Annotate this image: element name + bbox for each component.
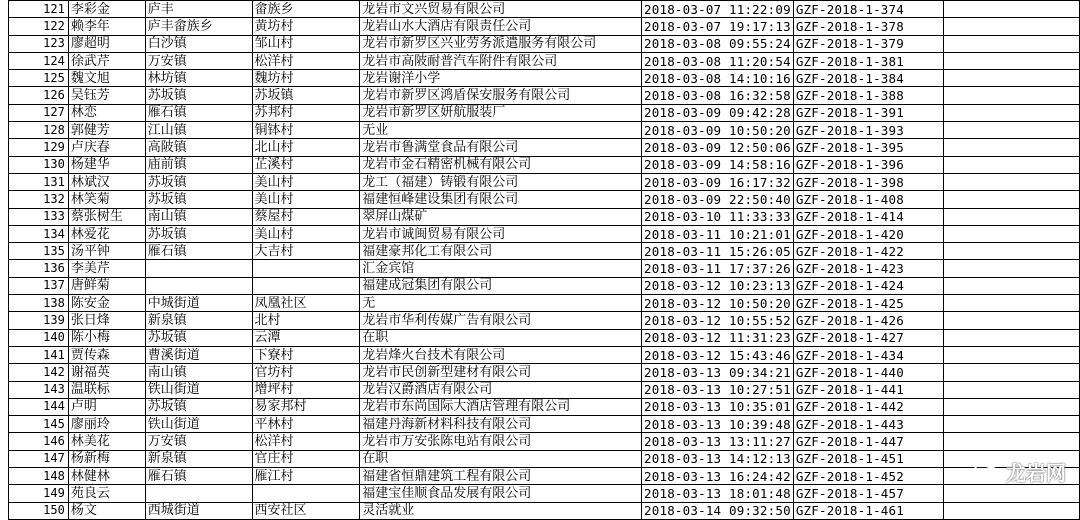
town-cell: 万安镇 [145,433,252,450]
code-cell: GZF-2018-1-451 [793,450,943,467]
table-row [9,139,1080,156]
row-number-cell: 143 [9,381,69,398]
timestamp-cell: 2018-03-09 22:50:40 [642,191,794,208]
employer-cell: 在职 [360,450,642,467]
employer-cell: 龙岩市高陂耐普汽车附件有限公司 [360,52,642,69]
table-row [9,156,1080,173]
name-cell: 温联标 [68,381,145,398]
employer-cell: 龙岩市金石精密机械有限公司 [360,156,642,173]
employer-cell: 翠屏山煤矿 [360,208,642,225]
table-row [9,450,1080,467]
village-cell: 蔡屋村 [252,208,360,225]
code-cell: GZF-2018-1-381 [793,52,943,69]
empty-cell [943,208,1079,225]
name-cell: 吴钰芳 [68,87,145,104]
name-cell: 林健林 [68,468,145,485]
empty-cell [943,104,1079,121]
village-cell: 官坊村 [252,364,360,381]
empty-cell [943,173,1079,190]
row-number-cell: 148 [9,468,69,485]
town-cell: 苏坂镇 [145,191,252,208]
town-cell: 南山镇 [145,364,252,381]
table-row [9,173,1080,190]
village-cell: 松洋村 [252,433,360,450]
employer-cell: 福建豪邦化工有限公司 [360,243,642,260]
village-cell: 凤凰社区 [252,295,360,312]
town-cell: 庐丰 [145,1,252,18]
village-cell: 大吉村 [252,243,360,260]
table-row [9,433,1080,450]
code-cell: GZF-2018-1-443 [793,416,943,433]
name-cell: 陈小梅 [68,329,145,346]
table-row [9,277,1080,294]
timestamp-cell: 2018-03-08 14:10:16 [642,70,794,87]
town-cell: 西城街道 [145,502,252,519]
name-cell: 赖李年 [68,18,145,35]
row-number-cell: 150 [9,502,69,519]
code-cell: GZF-2018-1-424 [793,277,943,294]
town-cell: 苏坂镇 [145,173,252,190]
timestamp-cell: 2018-03-12 15:43:46 [642,346,794,363]
timestamp-cell: 2018-03-09 10:50:20 [642,122,794,139]
empty-cell [943,156,1079,173]
timestamp-cell: 2018-03-11 15:26:05 [642,243,794,260]
row-number-cell: 140 [9,329,69,346]
town-cell: 万安镇 [145,52,252,69]
village-cell: 美山村 [252,191,360,208]
town-cell [145,485,252,502]
empty-cell [943,243,1079,260]
code-cell: GZF-2018-1-427 [793,329,943,346]
village-cell [252,260,360,277]
employer-cell: 龙岩山水大酒店有限责任公司 [360,18,642,35]
timestamp-cell: 2018-03-07 11:22:09 [642,1,794,18]
employer-cell: 龙岩市新罗区兴业劳务派遣服务有限公司 [360,35,642,52]
empty-cell [943,35,1079,52]
code-cell: GZF-2018-1-422 [793,243,943,260]
town-cell: 南山镇 [145,208,252,225]
code-cell: GZF-2018-1-384 [793,70,943,87]
name-cell: 卢明 [68,398,145,415]
timestamp-cell: 2018-03-08 09:55:24 [642,35,794,52]
town-cell: 雁石镇 [145,468,252,485]
town-cell: 苏坂镇 [145,225,252,242]
table-row [9,87,1080,104]
employer-cell: 福建成冠集团有限公司 [360,277,642,294]
employer-cell: 龙岩市万安张陈电站有限公司 [360,433,642,450]
timestamp-cell: 2018-03-14 09:32:50 [642,502,794,519]
empty-cell [943,364,1079,381]
empty-cell [943,52,1079,69]
employer-cell: 福建恒峰建设集团有限公司 [360,191,642,208]
village-cell: 美山村 [252,173,360,190]
employer-cell: 无业 [360,122,642,139]
empty-cell [943,485,1079,502]
code-cell: GZF-2018-1-426 [793,312,943,329]
town-cell: 庐丰畲族乡 [145,18,252,35]
name-cell: 廖超明 [68,35,145,52]
timestamp-cell: 2018-03-13 10:39:48 [642,416,794,433]
empty-cell [943,381,1079,398]
code-cell: GZF-2018-1-374 [793,1,943,18]
timestamp-cell: 2018-03-13 10:35:01 [642,398,794,415]
row-number-cell: 125 [9,70,69,87]
row-number-cell: 129 [9,139,69,156]
row-number-cell: 126 [9,87,69,104]
row-number-cell: 133 [9,208,69,225]
employer-cell: 龙岩市新罗区妍航服装厂 [360,104,642,121]
village-cell: 畲族乡 [252,1,360,18]
town-cell: 高陂镇 [145,139,252,156]
employer-cell: 灵活就业 [360,502,642,519]
empty-cell [943,346,1079,363]
village-cell: 北村 [252,312,360,329]
name-cell: 魏文旭 [68,70,145,87]
employer-cell: 龙岩市文兴贸易有限公司 [360,1,642,18]
village-cell: 黄坊村 [252,18,360,35]
name-cell: 贾传森 [68,346,145,363]
employer-cell: 龙工（福建）铸锻有限公司 [360,173,642,190]
row-number-cell: 139 [9,312,69,329]
employer-cell: 福建宝佳顺食品发展有限公司 [360,485,642,502]
row-number-cell: 146 [9,433,69,450]
table-row [9,35,1080,52]
row-number-cell: 136 [9,260,69,277]
table-row [9,468,1080,485]
town-cell: 苏坂镇 [145,329,252,346]
town-cell: 新泉镇 [145,312,252,329]
name-cell: 卢庆春 [68,139,145,156]
row-number-cell: 123 [9,35,69,52]
employer-cell: 福建丹海新材料科技有限公司 [360,416,642,433]
town-cell: 苏坂镇 [145,87,252,104]
name-cell: 李彩金 [68,1,145,18]
employer-cell: 汇金宾馆 [360,260,642,277]
row-number-cell: 132 [9,191,69,208]
town-cell: 苏坂镇 [145,398,252,415]
watermark [974,457,1066,486]
row-number-cell: 130 [9,156,69,173]
table-row [9,208,1080,225]
timestamp-cell: 2018-03-12 10:50:20 [642,295,794,312]
village-cell: 邹山村 [252,35,360,52]
watermark-text: 龙岩网 [1006,461,1066,485]
row-number-cell: 145 [9,416,69,433]
village-cell: 西安社区 [252,502,360,519]
row-number-cell: 149 [9,485,69,502]
employer-cell: 无 [360,295,642,312]
town-cell: 中城街道 [145,295,252,312]
empty-cell [943,1,1079,18]
timestamp-cell: 2018-03-13 18:01:48 [642,485,794,502]
code-cell: GZF-2018-1-442 [793,398,943,415]
code-cell: GZF-2018-1-379 [793,35,943,52]
table-row [9,52,1080,69]
empty-cell [943,70,1079,87]
code-cell: GZF-2018-1-452 [793,468,943,485]
town-cell: 雁石镇 [145,243,252,260]
table-row [9,70,1080,87]
name-cell: 唐鲜菊 [68,277,145,294]
row-number-cell: 137 [9,277,69,294]
code-cell: GZF-2018-1-395 [793,139,943,156]
village-cell: 北山村 [252,139,360,156]
empty-cell [943,502,1079,519]
employer-cell: 龙岩市诚闽贸易有限公司 [360,225,642,242]
row-number-cell: 127 [9,104,69,121]
empty-cell [943,398,1079,415]
table-row [9,502,1080,519]
timestamp-cell: 2018-03-12 11:31:23 [642,329,794,346]
town-cell: 江山镇 [145,122,252,139]
employer-cell: 龙岩市鲁满堂食品有限公司 [360,139,642,156]
village-cell: 松洋村 [252,52,360,69]
name-cell: 杨建华 [68,156,145,173]
row-number-cell: 131 [9,173,69,190]
code-cell: GZF-2018-1-425 [793,295,943,312]
table-row [9,346,1080,363]
code-cell: GZF-2018-1-396 [793,156,943,173]
table-row [9,191,1080,208]
code-cell: GZF-2018-1-391 [793,104,943,121]
village-cell: 云潭 [252,329,360,346]
code-cell: GZF-2018-1-441 [793,381,943,398]
table-row [9,295,1080,312]
table-row [9,312,1080,329]
empty-cell [943,225,1079,242]
table-row [9,398,1080,415]
village-cell: 雁江村 [252,468,360,485]
village-cell: 平林村 [252,416,360,433]
village-cell: 官庄村 [252,450,360,467]
code-cell: GZF-2018-1-447 [793,433,943,450]
employer-cell: 龙岩市华利传媒广告有限公司 [360,312,642,329]
name-cell: 林笑菊 [68,191,145,208]
town-cell: 林坊镇 [145,70,252,87]
table-row [9,485,1080,502]
table-row [9,122,1080,139]
village-cell: 苏坂镇 [252,87,360,104]
table-row [9,381,1080,398]
empty-cell [943,329,1079,346]
employer-cell: 龙岩烽火台技术有限公司 [360,346,642,363]
empty-cell [943,139,1079,156]
town-cell: 曹溪街道 [145,346,252,363]
village-cell [252,485,360,502]
code-cell: GZF-2018-1-423 [793,260,943,277]
table-row [9,416,1080,433]
village-cell [252,277,360,294]
town-cell: 铁山街道 [145,381,252,398]
name-cell: 张日烽 [68,312,145,329]
town-cell [145,277,252,294]
name-cell: 陈安金 [68,295,145,312]
row-number-cell: 138 [9,295,69,312]
row-number-cell: 134 [9,225,69,242]
table-row [9,364,1080,381]
name-cell: 廖丽玲 [68,416,145,433]
row-number-cell: 144 [9,398,69,415]
table-row [9,104,1080,121]
code-cell: GZF-2018-1-420 [793,225,943,242]
name-cell: 苑良云 [68,485,145,502]
town-cell: 铁山街道 [145,416,252,433]
village-cell: 芷溪村 [252,156,360,173]
name-cell: 林恋 [68,104,145,121]
town-cell [145,260,252,277]
timestamp-cell: 2018-03-12 10:55:52 [642,312,794,329]
timestamp-cell: 2018-03-12 10:23:13 [642,277,794,294]
timestamp-cell: 2018-03-13 09:34:21 [642,364,794,381]
empty-cell [943,416,1079,433]
timestamp-cell: 2018-03-09 14:58:16 [642,156,794,173]
name-cell: 杨新梅 [68,450,145,467]
code-cell: GZF-2018-1-378 [793,18,943,35]
table-row [9,260,1080,277]
row-number-cell: 141 [9,346,69,363]
employer-cell: 龙岩市新罗区鸿盾保安服务有限公司 [360,87,642,104]
employer-cell: 龙岩汉爵酒店有限公司 [360,381,642,398]
empty-cell [943,18,1079,35]
village-cell: 易家邦村 [252,398,360,415]
employer-cell: 龙岩谢洋小学 [360,70,642,87]
timestamp-cell: 2018-03-11 17:37:26 [642,260,794,277]
empty-cell [943,87,1079,104]
code-cell: GZF-2018-1-393 [793,122,943,139]
row-number-cell: 128 [9,122,69,139]
town-cell: 雁石镇 [145,104,252,121]
table-row [9,329,1080,346]
timestamp-cell: 2018-03-09 09:42:28 [642,104,794,121]
village-cell: 下寮村 [252,346,360,363]
town-cell: 庙前镇 [145,156,252,173]
name-cell: 徐武芹 [68,52,145,69]
timestamp-cell: 2018-03-13 13:11:27 [642,433,794,450]
table-row [9,225,1080,242]
village-cell: 苏邦村 [252,104,360,121]
code-cell: GZF-2018-1-434 [793,346,943,363]
name-cell: 郭健芳 [68,122,145,139]
timestamp-cell: 2018-03-10 11:33:33 [642,208,794,225]
village-cell: 美山村 [252,225,360,242]
table-row [9,1,1080,18]
code-cell: GZF-2018-1-457 [793,485,943,502]
name-cell: 李美芹 [68,260,145,277]
town-cell: 白沙镇 [145,35,252,52]
code-cell: GZF-2018-1-398 [793,173,943,190]
empty-cell [943,433,1079,450]
timestamp-cell: 2018-03-13 10:27:51 [642,381,794,398]
timestamp-cell: 2018-03-09 12:50:06 [642,139,794,156]
empty-cell [943,122,1079,139]
code-cell: GZF-2018-1-388 [793,87,943,104]
code-cell: GZF-2018-1-414 [793,208,943,225]
village-cell: 魏坊村 [252,70,360,87]
timestamp-cell: 2018-03-08 11:20:54 [642,52,794,69]
employer-cell: 龙岩市民创新型建材有限公司 [360,364,642,381]
employer-cell: 在职 [360,329,642,346]
empty-cell [943,277,1079,294]
row-number-cell: 142 [9,364,69,381]
timestamp-cell: 2018-03-13 16:24:42 [642,468,794,485]
name-cell: 蔡张树生 [68,208,145,225]
row-number-cell: 135 [9,243,69,260]
empty-cell [943,295,1079,312]
timestamp-cell: 2018-03-08 16:32:58 [642,87,794,104]
empty-cell [943,260,1079,277]
code-cell: GZF-2018-1-408 [793,191,943,208]
row-number-cell: 147 [9,450,69,467]
name-cell: 林斌汉 [68,173,145,190]
name-cell: 林爱花 [68,225,145,242]
code-cell: GZF-2018-1-440 [793,364,943,381]
registration-table [8,0,1080,520]
timestamp-cell: 2018-03-11 10:21:01 [642,225,794,242]
name-cell: 谢福英 [68,364,145,381]
row-number-cell: 122 [9,18,69,35]
empty-cell [943,191,1079,208]
employer-cell: 龙岩市东尚国际大酒店管理有限公司 [360,398,642,415]
town-cell: 新泉镇 [145,450,252,467]
name-cell: 汤平钟 [68,243,145,260]
village-cell: 增坪村 [252,381,360,398]
timestamp-cell: 2018-03-09 16:17:32 [642,173,794,190]
empty-cell [943,312,1079,329]
name-cell: 杨文 [68,502,145,519]
village-cell: 铜钵村 [252,122,360,139]
row-number-cell: 124 [9,52,69,69]
table-body [9,1,1080,520]
name-cell: 林美花 [68,433,145,450]
table-row [9,18,1080,35]
employer-cell: 福建省恒鼎建筑工程有限公司 [360,468,642,485]
code-cell: GZF-2018-1-461 [793,502,943,519]
timestamp-cell: 2018-03-07 19:17:13 [642,18,794,35]
table-row [9,243,1080,260]
timestamp-cell: 2018-03-13 14:12:13 [642,450,794,467]
wechat-icon [974,461,1000,483]
row-number-cell: 121 [9,1,69,18]
